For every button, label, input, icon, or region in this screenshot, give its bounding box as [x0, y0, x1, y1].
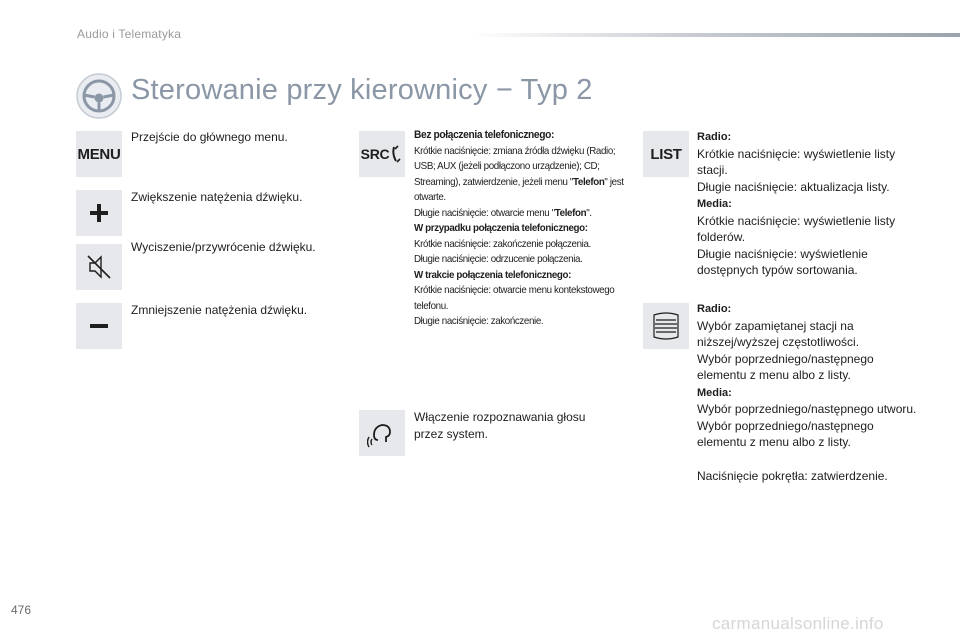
no-call-long-press: Długie naciśnięcie: otwarcie menu "Telefon".: [414, 206, 592, 219]
page-title: Sterowanie przy kierownicy − Typ 2: [131, 74, 593, 106]
mute-icon: [85, 253, 113, 281]
during-short-press: Krótkie naciśnięcie: otwarcie menu kontekstowego telefonu.: [414, 284, 615, 312]
src-description: [414, 128, 628, 330]
list-button[interactable]: [643, 131, 689, 177]
steering-wheel-icon: [76, 73, 122, 119]
list-description: [697, 128, 917, 279]
src-button-label: SRC: [360, 146, 390, 162]
scroll-wheel-description: [697, 300, 917, 451]
volume-up-description: Zwiększenie natężenia dźwięku.: [131, 190, 303, 204]
list-radio-short: Krótkie naciśnięcie: wyświetlenie listy stacji.: [697, 146, 896, 177]
scroll-wheel-icon: [650, 312, 682, 340]
list-button-label: LIST: [650, 145, 682, 163]
volume-up-button[interactable]: [76, 190, 122, 236]
volume-down-button[interactable]: [76, 303, 122, 349]
during-call-heading: W trakcie połączenia telefonicznego:: [414, 268, 571, 281]
wheel-radio-heading: Radio:: [697, 303, 732, 315]
no-call-short-press: Krótkie naciśnięcie: zmiana źródła dźwięku (Radio; USB; AUX (jeżeli podłączono urządzenie); CD; Streaming), zatwierdzenie, jeżeli menu "Telefon" jest otwarte.: [414, 144, 624, 203]
voice-command-icon: [367, 418, 397, 448]
list-radio-long: Długie naciśnięcie: aktualizacja listy.: [697, 179, 890, 194]
wheel-press-description: Naciśnięcie pokrętła: zatwierdzenie.: [697, 469, 888, 483]
src-button[interactable]: [359, 131, 405, 177]
scroll-wheel[interactable]: [643, 303, 689, 349]
mute-button[interactable]: [76, 244, 122, 290]
list-radio-heading: Radio:: [697, 131, 732, 143]
page-number: 476: [11, 603, 32, 617]
incoming-call-heading: W przypadku połączenia telefonicznego:: [414, 222, 588, 234]
wheel-media-line-1: Wybór poprzedniego/następnego utworu.: [697, 402, 917, 416]
wheel-radio-line-1: Wybór zapamiętanej stacji na niższej/wyższej częstotliwości.: [697, 318, 860, 349]
no-call-heading: Bez połączenia telefonicznego:: [414, 129, 555, 141]
incoming-long-press: Długie naciśnięcie: odrzucenie połączenia.: [414, 253, 583, 265]
volume-down-description: Zmniejszenie natężenia dźwięku.: [131, 303, 308, 317]
voice-command-button[interactable]: [359, 410, 405, 456]
during-long-press: Długie naciśnięcie: zakończenie.: [414, 315, 544, 327]
menu-description: Przejście do głównego menu.: [131, 130, 288, 144]
section-header: Audio i Telematyka: [77, 27, 182, 41]
wheel-media-heading: Media:: [697, 386, 732, 399]
menu-button-label: MENU: [77, 145, 121, 163]
phone-handset-icon: [391, 145, 403, 163]
wheel-media-line-2: Wybór poprzedniego/następnego elementu z menu albo z listy.: [697, 418, 874, 449]
list-media-heading: Media:: [697, 198, 732, 210]
list-media-long: Długie naciśnięcie: wyświetlenie dostępnych typów sortowania.: [697, 246, 868, 277]
header-divider: [470, 33, 960, 37]
watermark: carmanualsonline.info: [712, 614, 884, 633]
list-media-short: Krótkie naciśnięcie: wyświetlenie listy folderów.: [697, 213, 896, 244]
minus-icon: [89, 316, 109, 336]
plus-icon: [89, 203, 109, 223]
incoming-short-press: Krótkie naciśnięcie: zakończenie połączenia.: [414, 237, 591, 250]
wheel-radio-line-2: Wybór poprzedniego/następnego elementu z menu albo z listy.: [697, 351, 874, 382]
menu-button[interactable]: [76, 131, 122, 177]
mute-description: Wyciszenie/przywrócenie dźwięku.: [131, 240, 316, 254]
voice-command-description: Włączenie rozpoznawania głosu przez system.: [414, 410, 586, 441]
